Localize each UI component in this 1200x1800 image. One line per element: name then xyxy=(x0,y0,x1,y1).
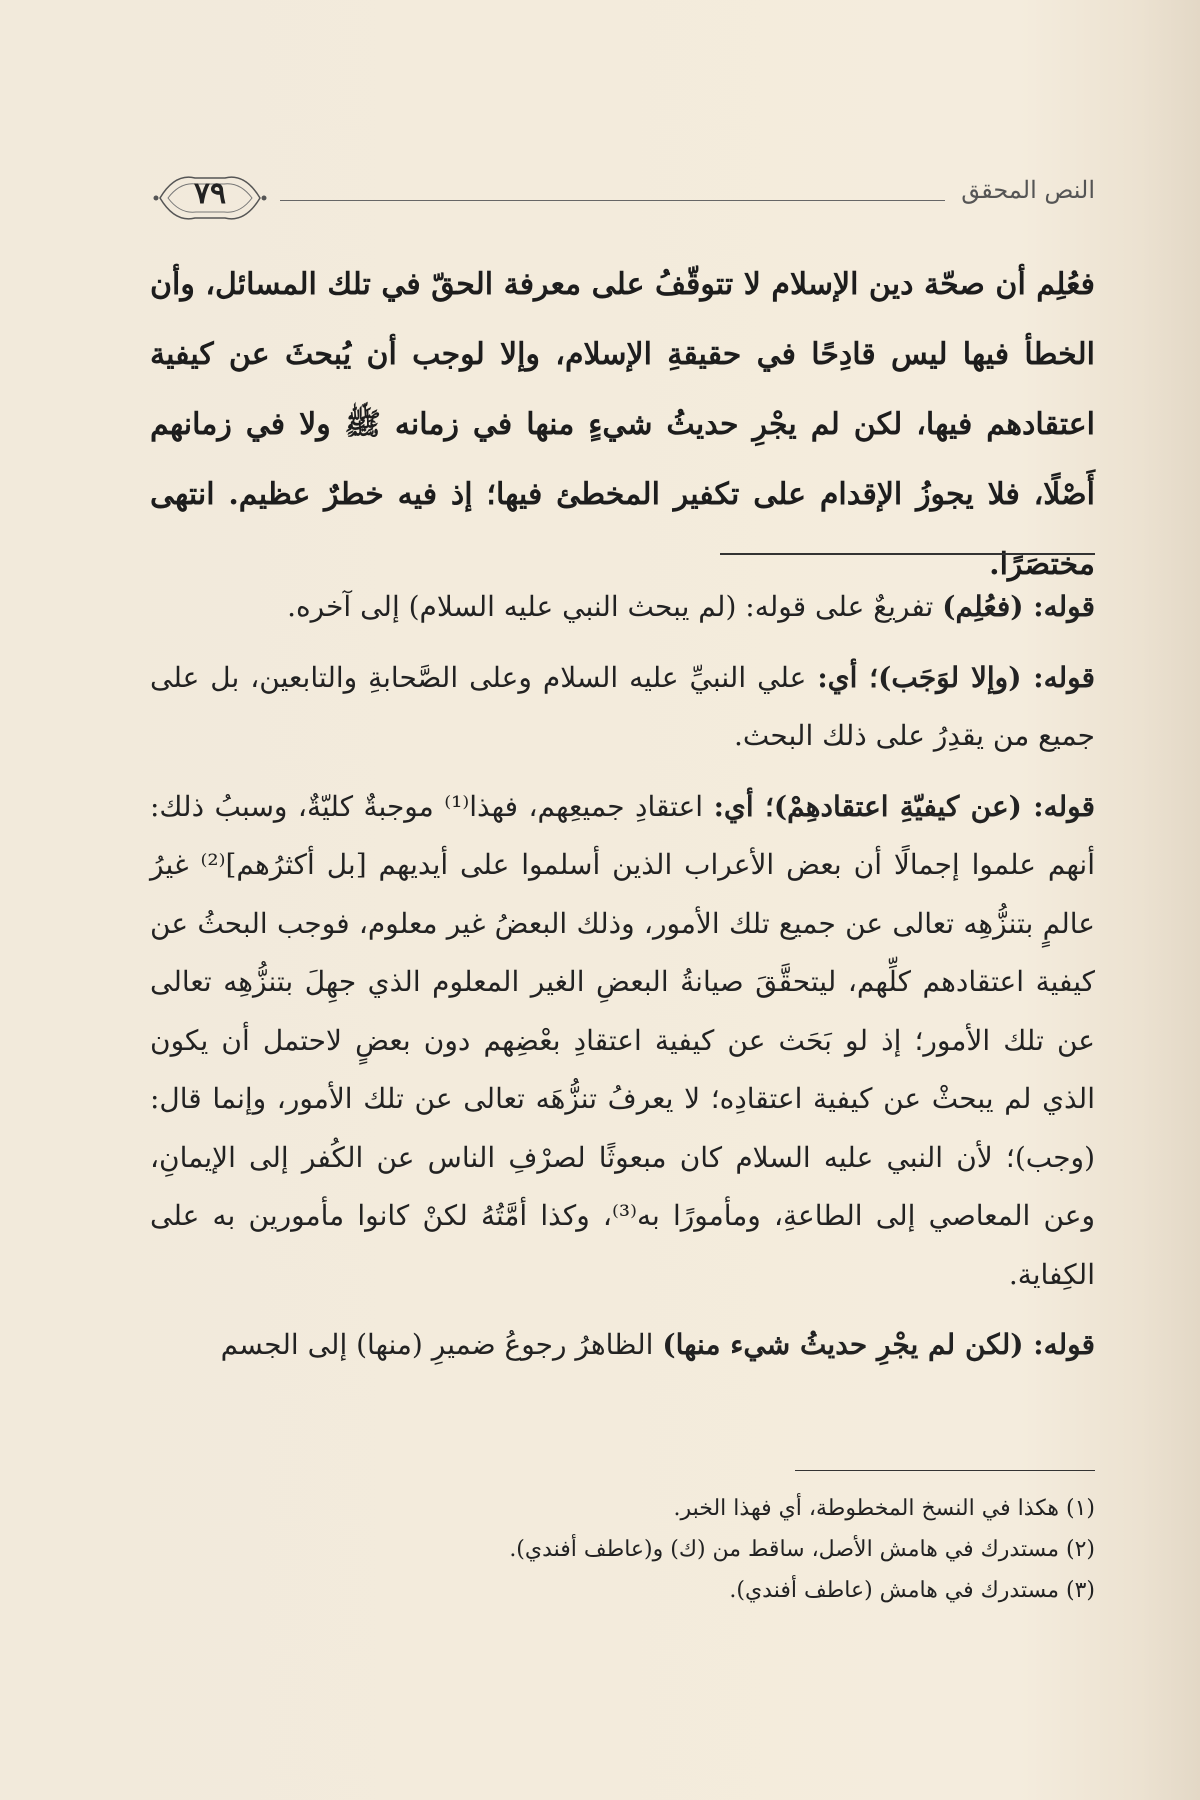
commentary-text: اعتقادِ جميعِهم، فهذا⁽¹⁾ موجبةٌ كليّةٌ، وسببُ ذلك: أنهم علموا إجمالًا أن بعض الأعراب الذين أسلموا على أيديهم [بل أكثرُهم]⁽²⁾ غيرُ عالمٍ بتنزُّهِه تعالى عن جميع تلك الأمور، وذلك البعضُ غير معلوم، فوجب البحثُ عن كيفية اعتقادهم كلِّهم، ليتحقَّقَ صيانةُ البعضِ الغير المعلوم الذي جهِلَ بتنزُّهِه تعالى عن تلك الأمور؛ إذ لو بَحَث عن كيفية اعتقادِ بعْضِهم دون بعضٍ لاحتمل أن يكون الذي لم يبحثْ عن كيفية اعتقادِه؛ لا يعرفُ تنزُّهَه تعالى عن تلك الأمور، وإنما قال: (وجب)؛ لأن النبي عليه السلام كان مبعوثًا لصرْفِ الناس عن الكُفر إلى الإيمانِ، وعن المعاصي إلى الطاعةِ، ومأمورًا به⁽³⁾، وكذا أمَّتُهُ لكنْ كانوا مأمورين به على الكِفاية. xyxy=(150,789,1096,1291)
commentary-paragraph xyxy=(150,578,1095,637)
footnote: (٢) مستدرك في هامش الأصل، ساقط من (ك) و(عاطف أفندي). xyxy=(509,1537,1095,1562)
footnote: (٣) مستدرك في هامش (عاطف أفندي). xyxy=(729,1578,1095,1603)
commentary-text: علي النبيِّ عليه السلام وعلى الصَّحابةِ والتابعين، بل على جميع من يقدِرُ على ذلك البحث. xyxy=(150,660,1095,752)
commentary-paragraph xyxy=(150,778,1095,1305)
footnote: (١) هكذا في النسخ المخطوطة، أي فهذا الخبر. xyxy=(673,1496,1095,1521)
commentary-paragraph xyxy=(150,649,1095,766)
main-text xyxy=(150,250,1095,600)
footnotes xyxy=(150,1488,1095,1611)
main-paragraph: فعُلِم أن صحّة دين الإسلام لا تتوقّفُ على معرفة الحقّ في تلك المسائل، وأن الخطأ فيها ليس قادِحًا في حقيقةِ الإسلام، وإلا لوجب أن يُبحثَ عن كيفية اعتقادهم فيها، لكن لم يجْرِ حديثُ شيءٍ منها في زمانه ﷺ ولا في زمانهم أَصْلًا، فلا يجوزُ الإقدام على تكفير المخطئ فيها؛ إذ فيه خطرٌ عظيم. انتهى مختصَرًا. xyxy=(150,267,1095,582)
commentary-lead: قوله: (لكن لم يجْرِ حديثُ شيء منها) xyxy=(662,1328,1095,1361)
header-rule xyxy=(280,200,945,201)
commentary-lead: قوله: (فعُلِم) xyxy=(942,590,1095,623)
text-divider xyxy=(720,553,1095,555)
footnote-divider xyxy=(795,1470,1095,1471)
commentary-lead: قوله: (وإلا لوَجَب)؛ أي: xyxy=(817,660,1095,694)
page-number: ٧٩ xyxy=(193,176,227,211)
commentary-paragraph xyxy=(150,1316,1095,1375)
commentary xyxy=(150,578,1095,1387)
running-title: النص المحقق xyxy=(961,176,1095,204)
page-header xyxy=(150,168,1095,228)
commentary-lead: قوله: (عن كيفيّةِ اعتقادهِمْ)؛ أي: xyxy=(713,789,1095,823)
commentary-text: الظاهرُ رجوعُ ضميرِ (منها) إلى الجسم xyxy=(220,1328,663,1361)
commentary-text: تفريعٌ على قوله: (لم يبحث النبي عليه السلام) إلى آخره. xyxy=(287,590,943,623)
